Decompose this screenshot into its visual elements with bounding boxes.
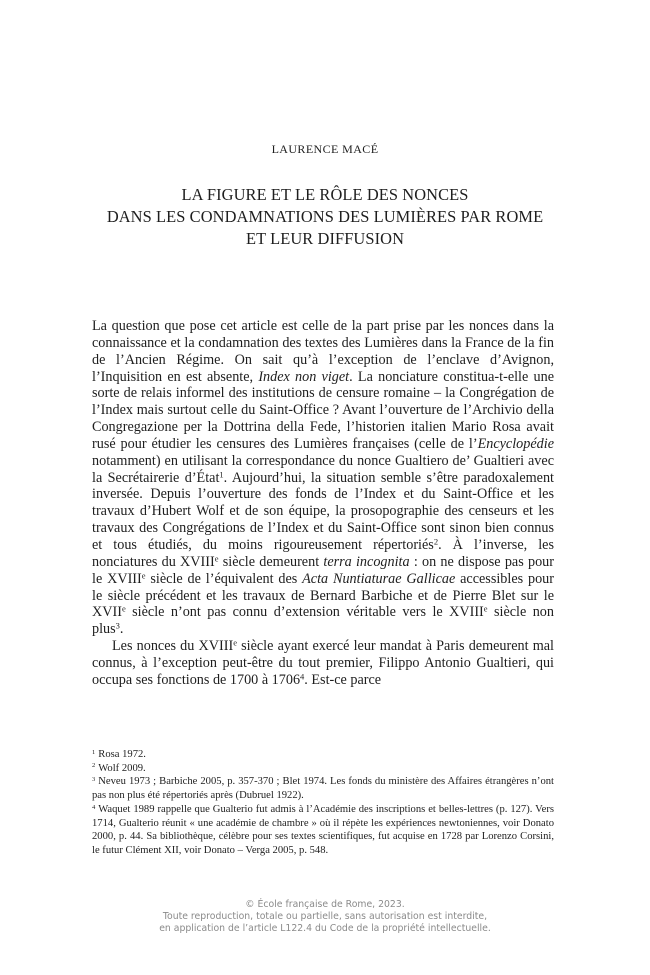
footnote-3	[92, 775, 554, 802]
author-name: LAURENCE MACÉ	[271, 142, 379, 156]
paragraph-1	[92, 318, 554, 638]
article-body	[92, 318, 554, 689]
text-run: notamment) en utilisant la correspondance du nonce Gualtiero de’ Gualtieri avec la Secrétairerie d’État	[92, 452, 554, 486]
footnote-text: Waquet 1989 rappelle que Gualterio fut admis à l’Académie des inscriptions et belles-lettres (p. 127). Vers 1714, Gualterio réunit « une académie de chambre » où il répète les expériences newtoniennes, voir Donato 2000, p. 44. Sa bibliothèque, célèbre pour ses textes scientifiques, fut acquise en 1728 par Lorenzo Corsini, le futur Clément XII, voir Donato – Verga 2005, p. 548.	[92, 803, 554, 856]
footnote-ref[interactable]: 4	[300, 671, 305, 682]
text-run: : on ne dispose pas pour le XVIII	[92, 553, 554, 587]
text-run: . Aujourd’hui, la situation semble s’être paradoxalement inversée. Depuis l’ouverture des fonds de l’Index et du Saint-Office et les travaux d’Hubert Wolf et de son équipe, la prosopographie des censeurs et les travaux des Congrégations de l’Index et du Saint-Office sont sinon bien connus et tous étudiés, du moins rigoureusement répertoriés	[92, 469, 554, 553]
italic-run: Encyclopédie	[477, 435, 554, 452]
footnote-number: 3	[92, 776, 96, 784]
copyright-notice	[0, 899, 650, 936]
italic-run: Acta Nuntiaturae Gallicae	[302, 570, 456, 587]
footnote-ref[interactable]: 2	[433, 536, 439, 547]
text-run: accessibles pour le siècle précédent et les travaux de Bernard Barbiche et de Pierre Blet sur le XVII	[92, 570, 554, 621]
footnote-number: 4	[92, 803, 96, 811]
text-run: siècle non plus	[92, 604, 554, 638]
footnote-text: Neveu 1973 ; Barbiche 2005, p. 357-370 ; Blet 1974. Les fonds du ministère des Affaires étrangères n’ont pas non plus été répertoriés après (Dubruel 1922).	[92, 776, 554, 802]
article-title	[0, 184, 650, 250]
text-run: . À l’inverse, les nonciatures du XVIII	[92, 536, 554, 570]
footnote-number: 2	[92, 762, 96, 770]
text-run: siècle demeurent	[218, 553, 324, 570]
footnote-text: Rosa 1972.	[98, 749, 146, 760]
title-line: ET LEUR DIFFUSION	[245, 229, 405, 248]
italic-run: Index non viget	[258, 368, 350, 385]
century-superscript: e	[121, 603, 126, 614]
footnote-number: 1	[92, 748, 96, 756]
footnotes	[92, 748, 554, 858]
title-line: DANS LES CONDAMNATIONS DES LUMIÈRES PAR ROME	[106, 207, 544, 226]
paragraph-2	[92, 638, 554, 689]
century-superscript: e	[233, 637, 237, 648]
copyright-line: Toute reproduction, totale ou partielle, sans autorisation est interdite,	[162, 911, 488, 923]
text-run: Les nonces du XVIII	[112, 638, 234, 655]
text-run: siècle de l’équivalent des	[145, 570, 303, 587]
footnote-4	[92, 803, 554, 858]
italic-run: terra incognita	[323, 553, 410, 570]
century-superscript: e	[214, 553, 219, 564]
footnote-text: Wolf 2009.	[98, 762, 146, 774]
footnote-ref[interactable]: 1	[219, 468, 224, 479]
copyright-line: en application de l’article L122.4 du Code de la propriété intellectuelle.	[159, 923, 491, 935]
text-run: . Est-ce parce	[304, 671, 382, 688]
text-run: . La nonciature constitua-t-elle une sorte de relais informel des institutions de censure romaine – la Congrégation de l’Index mais surtout celle du Saint-Office ? Avant l’ouverture de l’Archivio della Congregazione per la Dottrina della Fede, l’historien italien Mario Rosa avait rusé pour étudier les censures des Lumières françaises (celle de l’	[92, 368, 555, 452]
text-run: La question que pose cet article est celle de la part prise par les nonces dans la connaissance et la condamnation des textes des Lumières dans la France de la fin de l’Ancien Régime. On sait qu’à l’exception de l’enclave d’Avignon, l’Inquisition en est absente,	[92, 318, 554, 385]
century-superscript: e	[141, 569, 146, 580]
footnote-1	[92, 748, 554, 762]
copyright-line: © École française de Rome, 2023.	[245, 899, 405, 910]
footnote-2	[92, 762, 554, 776]
title-line: LA FIGURE ET LE RÔLE DES NONCES	[181, 185, 469, 204]
text-run: .	[119, 621, 124, 638]
century-superscript: e	[483, 603, 488, 614]
footnote-ref[interactable]: 3	[115, 620, 120, 631]
text-run: siècle ayant exercé leur mandat à Paris demeurent mal connus, à l’exception peut-être du tout premier, Filippo Antonio Gualtieri, qui occupa ses fonctions de 1700 à 1706	[92, 638, 554, 688]
text-run: siècle n’ont pas connu d’extension véritable vers le XVIII	[125, 604, 484, 621]
